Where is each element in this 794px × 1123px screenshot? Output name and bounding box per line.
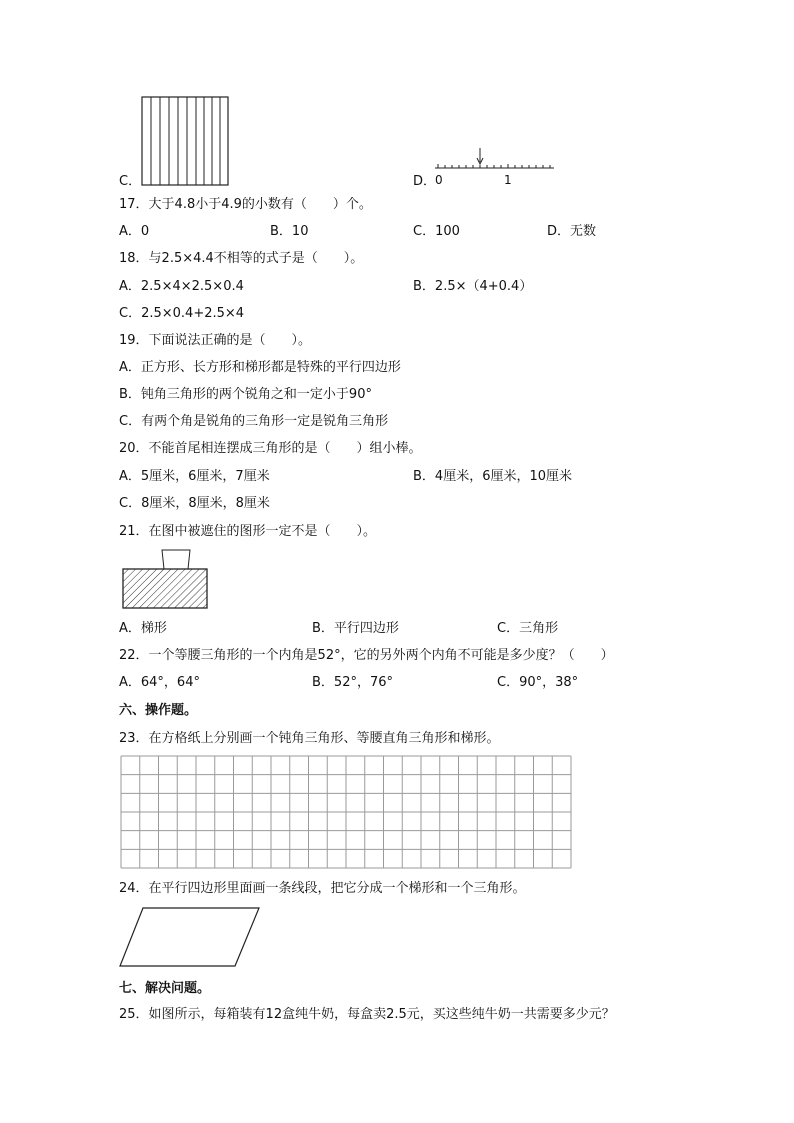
q17-option-c: C．100 (413, 224, 460, 239)
q20-option-a: A．5厘米，6厘米，7厘米 (119, 469, 270, 484)
q22-option-a: A．64°，64° (119, 675, 200, 690)
q19-option-c: C．有两个角是锐角的三角形一定是锐角三角形 (119, 414, 389, 429)
q19-option-a: A．正方形、长方形和梯形都是特殊的平行四边形 (119, 360, 401, 375)
q23-text: 23．在方格纸上分别画一个钝角三角形、等腰直角三角形和梯形。 (119, 731, 500, 746)
hidden-shape-figure (120, 549, 210, 611)
section-6-heading: 六、操作题。 (119, 703, 198, 718)
q19-option-b: B．钝角三角形的两个锐角之和一定小于90° (119, 387, 372, 402)
q17-option-d: D．无数 (547, 224, 597, 239)
q18-option-c: C．2.5×0.4+2.5×4 (119, 306, 245, 321)
q21-option-c: C．三角形 (497, 621, 559, 636)
square-grid-paper (120, 755, 572, 869)
q17-option-a: A．0 (119, 224, 150, 239)
q17-option-b: B．10 (270, 224, 309, 239)
q22-option-b: B．52°，76° (312, 675, 394, 690)
q21-text: 21．在图中被遮住的图形一定不是（ ）。 (119, 524, 377, 539)
q20-option-c: C．8厘米，8厘米，8厘米 (119, 496, 270, 511)
q20-text: 20．不能首尾相连摆成三角形的是（ ）组小棒。 (119, 441, 422, 456)
q21-option-b: B．平行四边形 (312, 621, 399, 636)
q25-text: 25．如图所示，每箱装有12盒纯牛奶，每盒卖2.5元，买这些纯牛奶一共需要多少元？ (119, 1007, 615, 1022)
q18-option-a: A．2.5×4×2.5×0.4 (119, 279, 244, 294)
parallelogram-figure (118, 905, 263, 969)
q20-option-b: B．4厘米，6厘米，10厘米 (413, 469, 573, 484)
number-line-label-zero: 0 (435, 173, 443, 187)
option-d-label: D． (413, 174, 437, 189)
q24-text: 24．在平行四边形里面画一条线段，把它分成一个梯形和一个三角形。 (119, 881, 526, 896)
option-c-label: C． (119, 174, 142, 189)
q19-text: 19．下面说法正确的是（ ）。 (119, 333, 312, 348)
q22-option-c: C．90°，38° (497, 675, 579, 690)
number-line-figure (432, 148, 557, 173)
q17-text: 17．大于4.8小于4.9的小数有（ ）个。 (119, 197, 372, 212)
q21-option-a: A．梯形 (119, 621, 167, 636)
striped-rectangle-figure (140, 95, 230, 187)
q18-text: 18．与2.5×4.4不相等的式子是（ ）。 (119, 251, 364, 266)
q22-text: 22．一个等腰三角形的一个内角是52°，它的另外两个内角不可能是多少度？（ ） (119, 648, 614, 663)
q18-option-b: B．2.5×（4+0.4） (413, 279, 533, 294)
section-7-heading: 七、解决问题。 (119, 981, 211, 996)
number-line-label-one: 1 (504, 173, 512, 187)
